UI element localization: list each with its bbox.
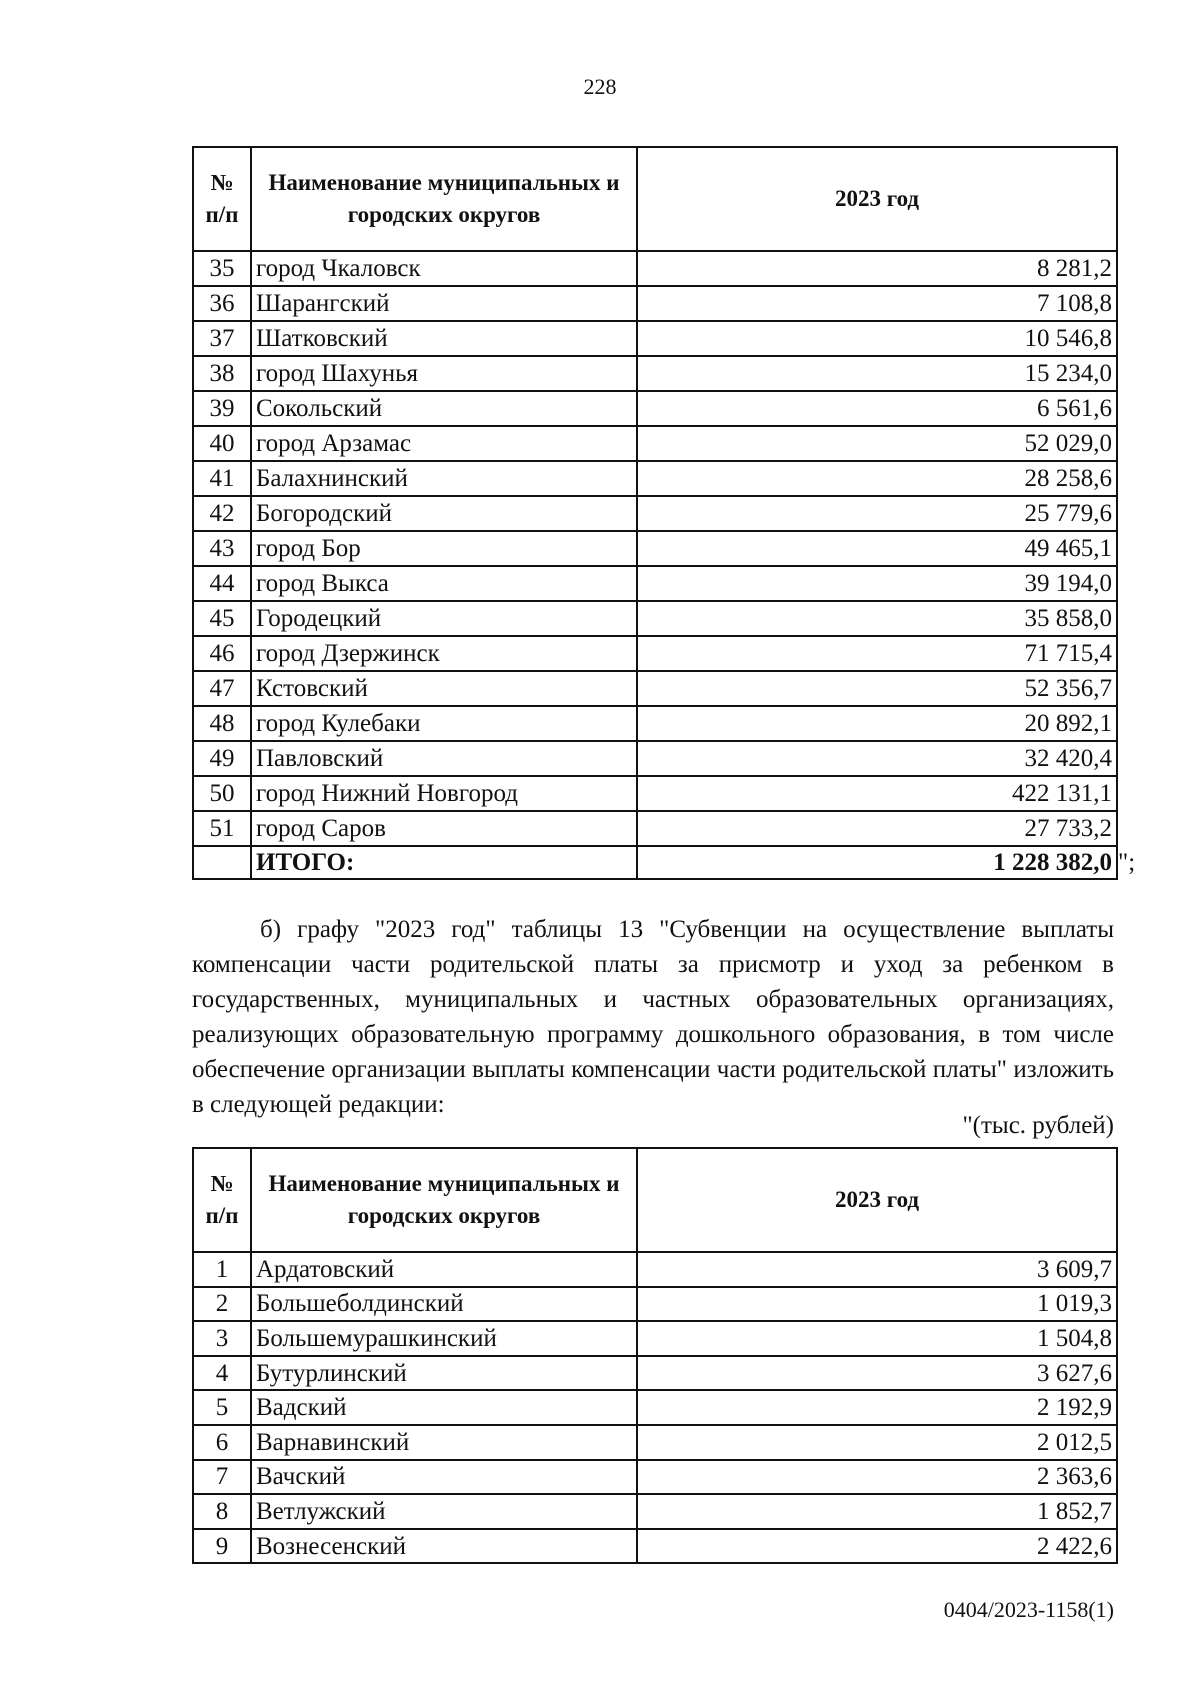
row-number: 49 (193, 741, 251, 776)
page-number: 228 (583, 74, 617, 99)
column-header-2023: 2023 год (637, 147, 1117, 251)
table-subsidies-continued (192, 146, 1118, 880)
table-row (193, 1529, 1117, 1564)
district-name: Большемурашкинский (251, 1321, 637, 1356)
row-number: 42 (193, 496, 251, 531)
row-number: 36 (193, 286, 251, 321)
row-number: 50 (193, 776, 251, 811)
district-name: город Кулебаки (251, 706, 637, 741)
row-number: 1 (193, 1252, 251, 1287)
table-row (193, 426, 1117, 461)
district-name: город Чкаловск (251, 251, 637, 286)
table-row (193, 531, 1117, 566)
district-name: Сокольский (251, 391, 637, 426)
table-row (193, 286, 1117, 321)
amount-2023: 10 546,8 (637, 321, 1117, 356)
table-body (193, 251, 1117, 846)
table-row (193, 671, 1117, 706)
table-row (193, 251, 1117, 286)
table-body (193, 1252, 1117, 1563)
column-header-number: № п/п (193, 1148, 251, 1252)
district-name: город Саров (251, 811, 637, 846)
amount-2023: 25 779,6 (637, 496, 1117, 531)
amount-2023: 3 609,7 (637, 1252, 1117, 1287)
units-note: "(тыс. рублей) (962, 1112, 1114, 1139)
amount-2023: 15 234,0 (637, 356, 1117, 391)
table-row (193, 706, 1117, 741)
table-row (193, 461, 1117, 496)
district-name: Шатковский (251, 321, 637, 356)
amount-2023: 1 019,3 (637, 1287, 1117, 1322)
table-row (193, 1287, 1117, 1322)
row-number: 5 (193, 1390, 251, 1425)
row-number: 6 (193, 1425, 251, 1460)
row-number: 3 (193, 1321, 251, 1356)
row-number: 40 (193, 426, 251, 461)
closing-quote: "; (1118, 849, 1136, 876)
district-name: Вадский (251, 1390, 637, 1425)
amount-2023: 35 858,0 (637, 601, 1117, 636)
table-header-row (193, 1148, 1117, 1252)
row-number: 9 (193, 1529, 251, 1564)
row-number: 43 (193, 531, 251, 566)
amendment-paragraph (192, 912, 1114, 1122)
column-header-name: Наименование муниципальных и городских округов (251, 1148, 637, 1252)
amount-2023: 3 627,6 (637, 1356, 1117, 1391)
district-name: город Арзамас (251, 426, 637, 461)
total-value: 1 228 382,0 (637, 846, 1117, 879)
amount-2023: 2 192,9 (637, 1390, 1117, 1425)
district-name: Богородский (251, 496, 637, 531)
row-number: 2 (193, 1287, 251, 1322)
district-name: Вачский (251, 1460, 637, 1495)
table-row (193, 1460, 1117, 1495)
column-header-2023: 2023 год (637, 1148, 1117, 1252)
amount-2023: 20 892,1 (637, 706, 1117, 741)
amount-2023: 8 281,2 (637, 251, 1117, 286)
district-name: Городецкий (251, 601, 637, 636)
district-name: Шарангский (251, 286, 637, 321)
document-code: 0404/2023-1158(1) (943, 1597, 1114, 1622)
table-row (193, 1321, 1117, 1356)
amount-2023: 6 561,6 (637, 391, 1117, 426)
total-row (193, 846, 1117, 879)
table-row (193, 636, 1117, 671)
amount-2023: 49 465,1 (637, 531, 1117, 566)
row-number: 38 (193, 356, 251, 391)
district-name: Ветлужский (251, 1494, 637, 1529)
amount-2023: 28 258,6 (637, 461, 1117, 496)
amount-2023: 39 194,0 (637, 566, 1117, 601)
table-parental-fee-compensation (192, 1147, 1118, 1564)
row-number: 44 (193, 566, 251, 601)
table-row (193, 391, 1117, 426)
table-header-row (193, 147, 1117, 251)
amount-2023: 7 108,8 (637, 286, 1117, 321)
row-number: 46 (193, 636, 251, 671)
total-label: ИТОГО: (251, 846, 637, 879)
amount-2023: 2 012,5 (637, 1425, 1117, 1460)
amount-2023: 2 422,6 (637, 1529, 1117, 1564)
row-number: 47 (193, 671, 251, 706)
table-row (193, 566, 1117, 601)
paragraph-text: б) графу "2023 год" таблицы 13 "Субвенции на осуществление выплаты компенсации части родительской платы за присмотр и уход за ребенком в государственных, муниципальных и частных образовательных организациях, реализующих образовательную программу дошкольного образования, в том числе обеспечение организации выплаты компенсации части родительской платы" изложить в следующей редакции: (192, 916, 1114, 1118)
amount-2023: 422 131,1 (637, 776, 1117, 811)
district-name: город Выкса (251, 566, 637, 601)
table-row (193, 741, 1117, 776)
table-row (193, 1356, 1117, 1391)
amount-2023: 2 363,6 (637, 1460, 1117, 1495)
row-number: 41 (193, 461, 251, 496)
district-name: Кстовский (251, 671, 637, 706)
amount-2023: 27 733,2 (637, 811, 1117, 846)
row-number: 8 (193, 1494, 251, 1529)
column-header-number: № п/п (193, 147, 251, 251)
table-row (193, 496, 1117, 531)
table-row (193, 1425, 1117, 1460)
total-num-cell (193, 846, 251, 879)
district-name: Ардатовский (251, 1252, 637, 1287)
district-name: город Шахунья (251, 356, 637, 391)
amount-2023: 1 852,7 (637, 1494, 1117, 1529)
column-header-name: Наименование муниципальных и городских округов (251, 147, 637, 251)
district-name: Большеболдинский (251, 1287, 637, 1322)
table-row (193, 811, 1117, 846)
row-number: 37 (193, 321, 251, 356)
table-row (193, 1252, 1117, 1287)
row-number: 48 (193, 706, 251, 741)
row-number: 39 (193, 391, 251, 426)
row-number: 45 (193, 601, 251, 636)
table-row (193, 321, 1117, 356)
amount-2023: 1 504,8 (637, 1321, 1117, 1356)
district-name: Павловский (251, 741, 637, 776)
district-name: Бутурлинский (251, 1356, 637, 1391)
table-row (193, 1390, 1117, 1425)
amount-2023: 52 029,0 (637, 426, 1117, 461)
district-name: город Нижний Новгород (251, 776, 637, 811)
district-name: Балахнинский (251, 461, 637, 496)
district-name: город Бор (251, 531, 637, 566)
district-name: Варнавинский (251, 1425, 637, 1460)
table-row (193, 1494, 1117, 1529)
table-row (193, 776, 1117, 811)
row-number: 35 (193, 251, 251, 286)
amount-2023: 52 356,7 (637, 671, 1117, 706)
row-number: 51 (193, 811, 251, 846)
amount-2023: 71 715,4 (637, 636, 1117, 671)
table-row (193, 356, 1117, 391)
amount-2023: 32 420,4 (637, 741, 1117, 776)
table-row (193, 601, 1117, 636)
district-name: Вознесенский (251, 1529, 637, 1564)
district-name: город Дзержинск (251, 636, 637, 671)
row-number: 7 (193, 1460, 251, 1495)
row-number: 4 (193, 1356, 251, 1391)
